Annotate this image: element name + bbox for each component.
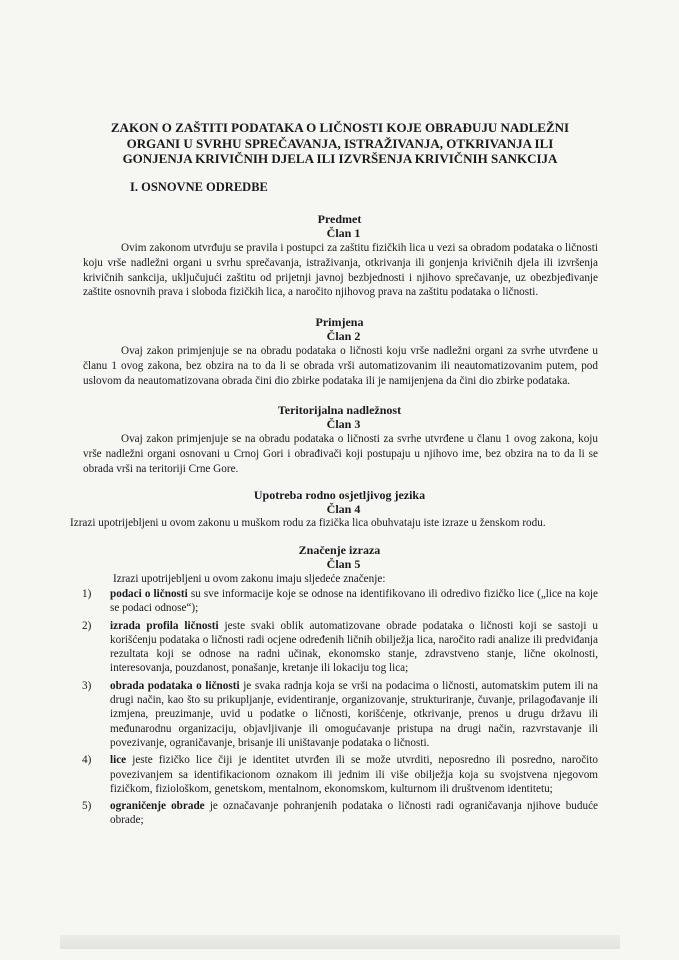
section-heading-jezik (0, 488, 679, 516)
section-heading-znacenje (0, 543, 679, 571)
article-number: Član 2 (326, 329, 361, 343)
definition-term: lice (110, 754, 127, 767)
section-title: Upotreba rodno osjetljivog jezika (253, 488, 426, 502)
list-item: 2) izrada profila ličnosti jeste svaki oblik automatizovane obrade podataka o ličnosti koji se sastoji u korišćenju podataka o ličnosti radi ocjene određenih ličnih obilježja lica, naročito radi analize ili predviđanja rezultata koji se odnose na radni učinak, ekonomsko stanje, zdravstveno stanje, lične okolnosti, interesovanja, pouzdanost, ponašanje, kretanje ili lokaciju tog lica; (82, 619, 599, 675)
scan-artifact (60, 935, 620, 949)
list-item: 3) obrada podataka o ličnosti je svaka radnja koja se vrši na podacima o ličnosti, automatskim putem ili na drugi način, kao što su prikupljanje, evidentiranje, organizovanje, strukturiranje, čuvanje, prilagođavanje ili izmjena, preuzimanje, uvid u podatke o ličnosti, korišćenje, otkrivanje, prenos u drugu državu ili međunarodnu organizaciju, objavljivanje ili omogućavanje pristupa na drugi način, razvrstavanje ili povezivanje, ograničavanje, brisanje ili uništavanje podataka o ličnosti. (82, 679, 598, 749)
definitions-list (82, 587, 598, 828)
article-3-text: Ovaj zakon primjenjuje se na obradu podataka o ličnosti za svrhe utvrđene u članu 1 ovog zakona, koju vrše nadležni organi osnovani u Crnoj Gori i obrađivači koji postupaju u njihovo ime, bez obzira na to da li se obrada vrši na teritoriji Crne Gore. (83, 433, 598, 475)
article-number: Član 5 (326, 557, 361, 571)
article-number: Član 4 (326, 502, 361, 516)
law-title: ZAKON O ZAŠTITI PODATAKA O LIČNOSTI KOJE OBRAĐUJU NADLEŽNI ORGANI U SVRHU SPREČAVANJA, ISTRAŽIVANJA, OTKRIVANJA ILI GONJENJA KRIVIČNIH DJELA ILI IZVRŠENJA KRIVIČNIH SANKCIJA (110, 120, 570, 166)
list-item: 4) lice jeste fizičko lice čiji je identitet utvrđen ili se može utvrditi, neposredno ili posredno, naročito povezivanjem sa identifikacionom oznakom ili jednim ili više obilježja koja su svojstvena njegovom fizičkom, fiziološkom, genetskom, mentalnom, ekonomskom, kulturnom ili društvenom identitetu; (82, 754, 598, 795)
section-heading-primjena (0, 315, 679, 343)
definition-term: obrada podataka o ličnosti (110, 679, 240, 692)
article-number: Član 1 (326, 226, 361, 240)
section-heading-teritorijalna (0, 403, 679, 431)
article-number: Član 3 (326, 417, 361, 431)
chapter-heading: I. OSNOVNE ODREDBE (130, 180, 268, 194)
article-1-text: Ovim zakonom utvrđuju se pravila i postupci za zaštitu fizičkih lica u vezi sa obradom podataka o ličnosti koju vrše nadležni organi u svrhu sprečavanja, istraživanja, otkrivanja ili gonjenja krivičnih djela ili izvršenja krivičnih sankcija, uključujući zaštitu od prijetnji javnoj bezbjednosti i njihovo sprečavanje, uz obezbjeđivanje zaštite osnovnih prava i sloboda fizičkih lica, a naročito njihovog prava na zaštitu podataka o ličnosti. (83, 242, 598, 299)
definition-term: izrada profila ličnosti (110, 619, 219, 632)
section-title: Značenje izraza (298, 543, 381, 557)
section-title: Primjena (315, 315, 364, 329)
article-5-intro: Izrazi upotrijebljeni u ovom zakonu imaju sljedeće značenje: (113, 573, 386, 585)
section-title: Predmet (317, 212, 362, 226)
article-2-text: Ovaj zakon primjenjuje se na obradu podataka o ličnosti koju vrše nadležni organi za svrhe utvrđene u članu 1 ovog zakona, bez obzira na to da li se obrada vrši automatizovanim ili neautomatizovanim putem, pod uslovom da neautomatizovana obrada čini dio zbirke podataka ili je namijenjena da čini dio zbirke podataka. (83, 345, 598, 387)
list-item: 1) podaci o ličnosti su sve informacije koje se odnose na identifikovano ili odredivo fizičko lice („lice na koje se podaci odnose“); (82, 588, 599, 615)
section-title: Teritorijalna nadležnost (277, 403, 402, 417)
section-heading-predmet (0, 212, 679, 240)
list-item: 5) ograničenje obrade je označavanje pohranjenih podataka o ličnosti radi ograničavanja njihove buduće obrade; (82, 800, 598, 827)
definition-term: podaci o ličnosti (110, 588, 188, 600)
article-4-text: Izrazi upotrijebljeni u ovom zakonu u muškom rodu za fizička lica obuhvataju iste izraze u ženskom rodu. (70, 517, 546, 529)
definition-term: ograničenje obrade (110, 800, 205, 813)
